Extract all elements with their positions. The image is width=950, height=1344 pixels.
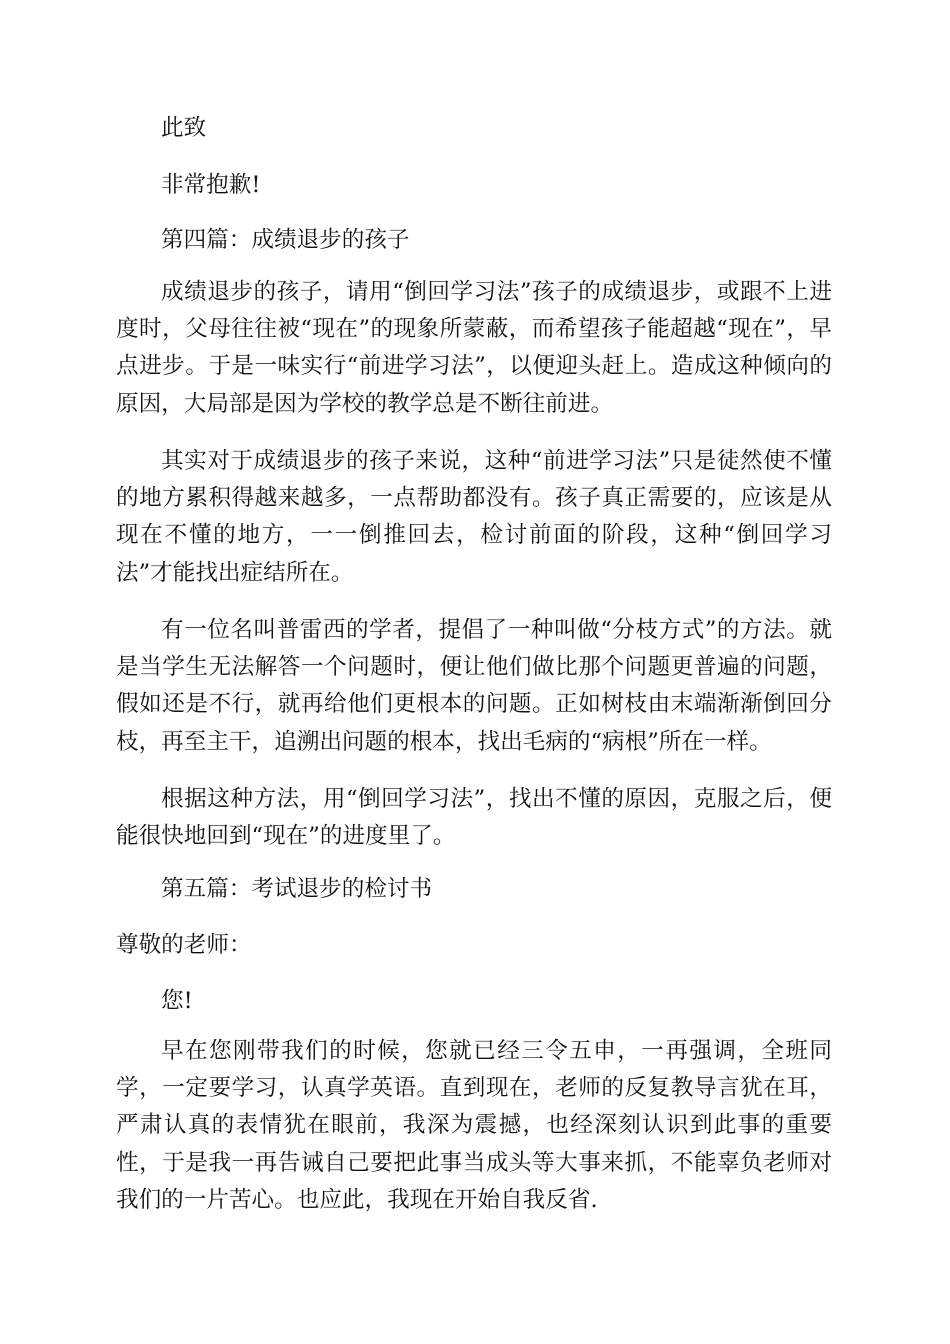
greeting: 您!: [161, 988, 193, 1014]
closing-line-1: 此致: [161, 115, 207, 141]
paragraph-1: 成绩退步的孩子，请用“倒回学习法”孩子的成绩退步，或跟不上进度时，父母往往被“现在”的现象所蒙蔽，而希望孩子能超越“现在”，早点进步。于是一味实行“前进学习法”，以便迎头赶上。造成这种倾向的原因，大局部是因为学校的教学总是不断往前进。: [116, 279, 832, 417]
paragraph-2: 其实对于成绩退步的孩子来说，这种“前进学习法”只是徒然使不懂的地方累积得越来越多，一点帮助都没有。孩子真正需要的，应该是从现在不懂的地方，一一倒推回去，检讨前面的阶段，这种“倒回学习法”才能找出症结所在。: [116, 448, 832, 586]
section-heading-4: 第四篇：成绩退步的孩子: [161, 227, 410, 253]
paragraph-3: 有一位名叫普雷西的学者，提倡了一种叫做“分枝方式”的方法。就是当学生无法解答一个问题时，便让他们做比那个问题更普遍的问题，假如还是不行，就再给他们更根本的问题。正如树枝由末端渐渐倒回分枝，再至主干，追溯出问题的根本，找出毛病的“病根”所在一样。: [116, 617, 832, 755]
closing-line-2: 非常抱歉!: [161, 172, 261, 198]
section-heading-5: 第五篇：考试退步的检讨书: [161, 876, 433, 902]
salutation: 尊敬的老师：: [116, 932, 252, 958]
paragraph-5: 早在您刚带我们的时候，您就已经三令五申，一再强调，全班同学，一定要学习，认真学英语。直到现在，老师的反复教导言犹在耳，严肃认真的表情犹在眼前，我深为震撼，也经深刻认识到此事的重要性，于是我一再告诫自己要把此事当成头等大事来抓，不能辜负老师对我们的一片苦心。也应此，我现在开始自我反省.: [116, 1038, 832, 1213]
paragraph-4: 根据这种方法，用“倒回学习法”，找出不懂的原因，克服之后，便能很快地回到“现在”的进度里了。: [116, 786, 832, 850]
